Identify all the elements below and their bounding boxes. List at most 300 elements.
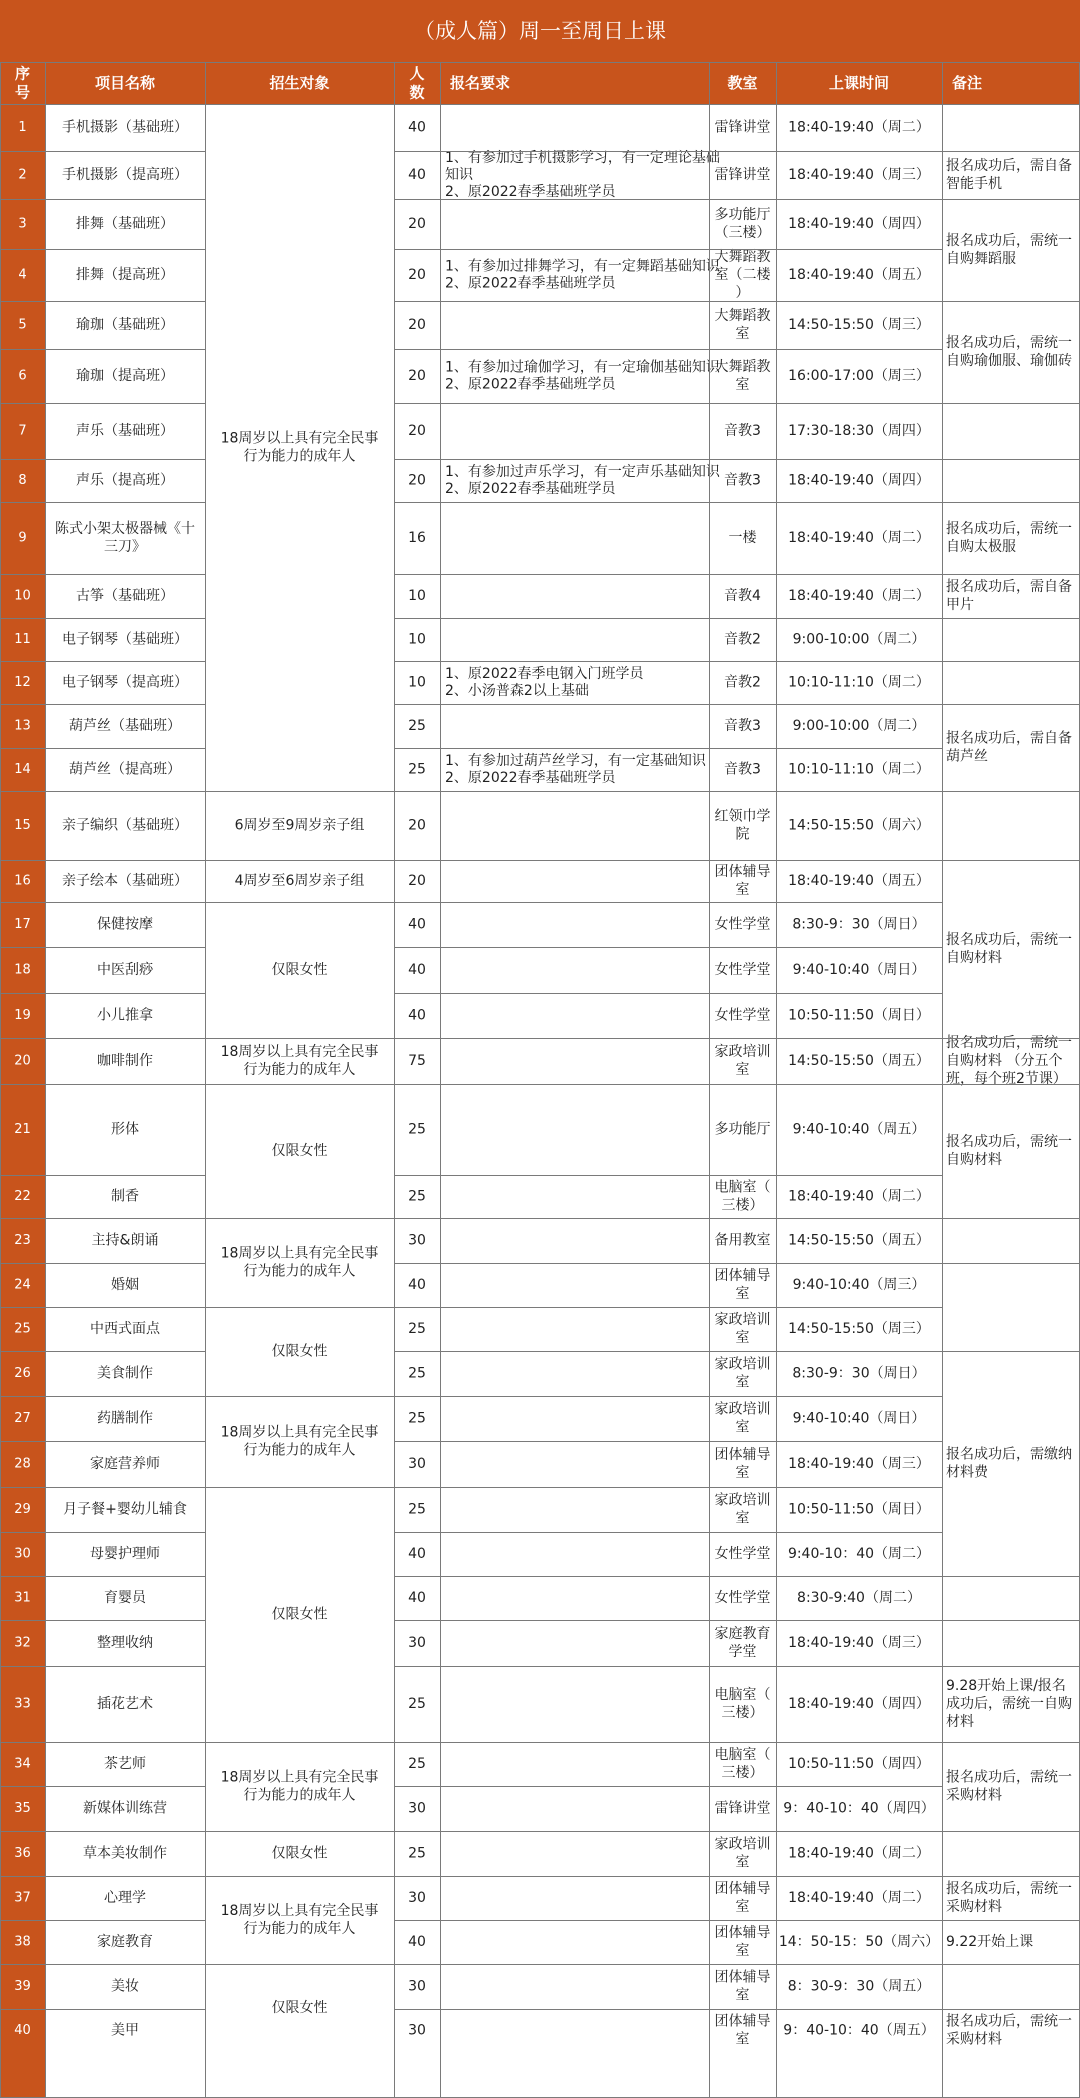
class-time: 16:00-17:00（周三） (788, 368, 930, 384)
row-index: 28 (14, 1456, 31, 1472)
enrollment-count: 10 (408, 588, 426, 604)
class-time: 9:40-10:40（周日） (792, 1410, 926, 1427)
course-name: 中医刮痧 (97, 962, 153, 978)
row-index: 1 (18, 120, 27, 135)
class-time: 14:50-15:50（周五） (788, 1053, 930, 1069)
classroom: 女性学堂 (714, 962, 771, 978)
remark: 报名成功后，需统一 (946, 1035, 1072, 1051)
row-index: 3 (18, 216, 27, 232)
class-time: 14:50-15:50（周三） (788, 1321, 930, 1337)
column-header: 报名要求 (450, 74, 511, 92)
classroom: 雷锋讲堂 (714, 119, 771, 136)
enrollment-count: 30 (408, 1978, 426, 1995)
row-index: 29 (14, 1502, 31, 1517)
course-name: 电子钢琴（基础班） (62, 631, 188, 648)
target-group: 4周岁至6周岁亲子组 (234, 873, 365, 889)
row-index: 21 (14, 1122, 31, 1137)
class-time: 14:50-15:50（周六） (788, 817, 930, 834)
enrollment-count: 40 (408, 1590, 426, 1606)
classroom: 家政培训 (714, 1836, 771, 1853)
remark: 自购材料 (946, 1152, 1002, 1168)
classroom: 三楼） (721, 1197, 764, 1214)
target-group: 6周岁至9周岁亲子组 (234, 817, 365, 834)
remark: 报名成功后，需自备 (946, 158, 1072, 174)
enrollment-count: 25 (408, 1321, 426, 1337)
row-index: 7 (18, 423, 27, 439)
enrollment-count: 40 (408, 1546, 426, 1562)
row-index: 32 (14, 1635, 31, 1651)
class-time: 9:40-10:40（周日） (792, 962, 926, 978)
classroom: 室 (735, 1854, 750, 1871)
requirement-text: 2、原2022春季基础班学员 (445, 275, 616, 292)
remark: 成功后，需统一自购 (946, 1696, 1072, 1712)
class-time: 9:00-10:00（周二） (792, 718, 926, 734)
enrollment-count: 30 (408, 1800, 426, 1817)
classroom: 一楼 (728, 530, 757, 546)
row-index: 39 (14, 1979, 31, 1994)
requirement-text: 2、原2022春季基础班学员 (445, 770, 616, 786)
requirement-text: 2、小汤普森2以上基础 (445, 683, 589, 699)
class-time: 9：40-10：40（周五） (783, 2022, 935, 2039)
class-time: 18:40-19:40（周三） (788, 167, 930, 183)
remark: 材料费 (946, 1464, 988, 1481)
class-time: 10:10-11:10（周二） (788, 674, 930, 691)
enrollment-count: 40 (408, 167, 426, 183)
enrollment-count: 30 (408, 1890, 426, 1906)
course-name: 葫芦丝（基础班） (69, 718, 181, 734)
classroom: 音教2 (724, 674, 761, 691)
classroom: 女性学堂 (714, 1007, 771, 1024)
enrollment-count: 16 (408, 530, 426, 546)
classroom: 家政培训 (714, 1492, 771, 1509)
classroom: 室 (735, 1899, 750, 1915)
classroom: 学堂 (728, 1644, 757, 1660)
classroom: 女性学堂 (714, 1546, 771, 1562)
course-name: 新媒体训练营 (83, 1800, 167, 1817)
classroom: 大舞蹈教 (714, 359, 771, 375)
row-index: 20 (14, 1053, 31, 1069)
class-time: 9：40-10：40（周四） (783, 1800, 935, 1817)
class-time: 14:50-15:50（周五） (788, 1232, 930, 1249)
enrollment-count: 30 (408, 1635, 426, 1651)
remark: 自购瑜伽服、瑜伽砖 (946, 353, 1072, 369)
row-index: 33 (14, 1696, 31, 1712)
row-index: 17 (14, 917, 31, 932)
course-name: 形体 (111, 1121, 139, 1138)
course-name: 整理收纳 (97, 1635, 153, 1651)
classroom: 室 (735, 1465, 750, 1481)
target-group: 行为能力的成年人 (243, 1442, 356, 1459)
class-time: 9:00-10:00（周二） (792, 631, 926, 648)
class-time: 18:40-19:40（周四） (788, 1696, 930, 1712)
classroom: 室 (735, 1286, 750, 1302)
course-name: 手机摄影（提高班） (62, 167, 188, 183)
page-title: （成人篇）周一至周日上课 (414, 19, 666, 43)
enrollment-count: 25 (408, 1756, 426, 1772)
remark: 采购材料 (946, 1899, 1002, 1915)
enrollment-count: 25 (408, 1365, 426, 1382)
row-index: 26 (14, 1366, 31, 1381)
target-group: 仅限女性 (271, 2000, 328, 2016)
classroom: 院 (735, 826, 750, 843)
requirement-text: 知识 (445, 167, 473, 183)
class-time: 18:40-19:40（周二） (788, 530, 930, 546)
enrollment-count: 10 (408, 631, 426, 648)
classroom: 室 (735, 326, 750, 342)
row-index: 34 (14, 1756, 31, 1772)
enrollment-count: 25 (408, 1410, 426, 1427)
remark: 报名成功后，需统一 (946, 932, 1072, 948)
classroom: 多功能厅 (714, 207, 771, 223)
enrollment-count: 75 (408, 1053, 426, 1069)
column-header: 教室 (727, 74, 758, 92)
class-time: 8：30-9：30（周五） (787, 1978, 931, 1995)
classroom: 团体辅导 (714, 2013, 771, 2030)
target-group: 行为能力的成年人 (243, 1263, 356, 1280)
row-index: 24 (14, 1277, 31, 1293)
course-name: 美食制作 (97, 1365, 153, 1382)
course-name: 药膳制作 (97, 1410, 153, 1427)
column-header: 招生对象 (269, 74, 330, 92)
enrollment-count: 20 (408, 423, 426, 439)
column-header: 序 (14, 64, 31, 83)
target-group: 行为能力的成年人 (243, 1921, 356, 1937)
class-time: 18:40-19:40（周二） (788, 119, 930, 136)
course-name: 心理学 (104, 1890, 146, 1906)
enrollment-count: 25 (408, 1501, 426, 1518)
requirement-text: 2、原2022春季基础班学员 (445, 184, 616, 200)
requirement-text: 1、有参加过瑜伽学习，有一定瑜伽基础知识 (445, 359, 720, 376)
row-index: 25 (14, 1321, 31, 1337)
remark: 报名成功后，需自备 (946, 579, 1072, 595)
class-time: 18:40-19:40（周二） (788, 588, 930, 604)
classroom: 音教4 (724, 588, 761, 604)
classroom: 室 (735, 377, 750, 393)
target-group: 18周岁以上具有完全民事 (220, 430, 379, 447)
classroom: 团体辅导 (714, 864, 771, 880)
class-time: 18:40-19:40（周三） (788, 1456, 930, 1472)
course-name: 育婴员 (104, 1590, 146, 1606)
requirement-text: 2、原2022春季基础班学员 (445, 481, 616, 497)
classroom: 室 (735, 1330, 750, 1346)
enrollment-count: 20 (408, 267, 426, 283)
classroom: 雷锋讲堂 (714, 167, 771, 183)
classroom: 室 (735, 1374, 750, 1391)
row-index: 9 (18, 530, 27, 546)
remark: 甲片 (946, 597, 974, 613)
classroom: 团体辅导 (714, 1969, 771, 1986)
enrollment-count: 25 (408, 1188, 426, 1205)
row-index: 12 (14, 675, 31, 690)
target-group: 18周岁以上具有完全民事 (220, 1044, 379, 1060)
classroom: 电脑室（ (714, 1179, 771, 1196)
classroom: 电脑室（ (714, 1747, 771, 1763)
remark: 报名成功后，需自备 (946, 730, 1072, 747)
enrollment-count: 40 (408, 1007, 426, 1024)
class-time: 10:50-11:50（周日） (788, 1501, 930, 1518)
remark: 葫芦丝 (946, 748, 988, 765)
enrollment-count: 30 (408, 2022, 426, 2039)
target-group: 18周岁以上具有完全民事 (220, 1424, 379, 1441)
row-index: 22 (14, 1189, 31, 1204)
target-group: 仅限女性 (271, 1845, 328, 1862)
row-index: 30 (14, 1546, 31, 1562)
row-index: 13 (14, 718, 31, 734)
course-name: 三刀》 (104, 539, 146, 555)
course-name: 排舞（提高班） (76, 267, 174, 283)
classroom: 室 (735, 882, 750, 898)
enrollment-count: 40 (408, 916, 426, 933)
course-name: 中西式面点 (90, 1321, 160, 1337)
remark: 报名成功后，需统一 (946, 1881, 1072, 1897)
classroom: 大舞蹈教 (714, 308, 771, 324)
course-name: 瑜珈（基础班） (76, 317, 174, 333)
classroom: 室 (735, 1062, 750, 1078)
classroom: 室 (735, 2031, 750, 2048)
row-index: 8 (18, 473, 27, 488)
remark: 自购材料 (946, 950, 1002, 966)
classroom: 三楼） (721, 1705, 764, 1721)
column-header: 数 (409, 83, 425, 102)
remark: 报名成功后，需统一 (946, 335, 1072, 351)
target-group: 仅限女性 (271, 1606, 328, 1623)
requirement-text: 1、原2022春季电钢入门班学员 (445, 666, 644, 682)
class-time: 18:40-19:40（周四） (788, 216, 930, 232)
target-group: 仅限女性 (271, 1343, 328, 1360)
course-name: 保健按摩 (97, 916, 153, 933)
row-index: 37 (14, 1890, 31, 1906)
classroom: 家政培训 (714, 1356, 771, 1373)
remark: 采购材料 (946, 2031, 1002, 2048)
remark: 报名成功后，需统一 (946, 233, 1072, 249)
target-group: 行为能力的成年人 (243, 1062, 356, 1078)
course-name: 婚姻 (111, 1277, 139, 1293)
enrollment-count: 20 (408, 317, 426, 333)
enrollment-count: 40 (408, 1277, 426, 1293)
classroom: 室 (735, 1943, 750, 1959)
classroom: （三楼） (714, 225, 771, 241)
target-group: 行为能力的成年人 (243, 448, 356, 465)
class-time: 10:50-11:50（周四） (788, 1756, 930, 1772)
classroom: 女性学堂 (714, 1590, 771, 1606)
class-time: 17:30-18:30（周四） (788, 423, 930, 439)
class-time: 8:30-9:40（周二） (797, 1590, 921, 1606)
classroom: 室 (735, 1510, 750, 1527)
enrollment-count: 10 (408, 674, 426, 691)
requirement-text: 1、有参加过手机摄影学习，有一定理论基础 (445, 150, 720, 166)
classroom: 大舞蹈教 (714, 249, 771, 265)
column-header: 项目名称 (94, 74, 156, 92)
remark: 自购太极服 (946, 539, 1016, 555)
column-header: 备注 (952, 74, 983, 92)
row-index: 18 (14, 962, 31, 978)
column-header: 号 (14, 83, 31, 102)
target-group: 仅限女性 (271, 1143, 328, 1159)
course-name: 手机摄影（基础班） (62, 119, 188, 136)
classroom: 音教3 (724, 761, 761, 778)
class-time: 9:40-10：40（周二） (787, 1546, 931, 1562)
class-time: 14：50-15：50（周六） (778, 1934, 940, 1950)
class-time: 14:50-15:50（周三） (788, 317, 930, 333)
enrollment-count: 25 (408, 1696, 426, 1712)
row-index: 6 (18, 368, 27, 384)
enrollment-count: 30 (408, 1232, 426, 1249)
class-time: 10:50-11:50（周日） (788, 1007, 930, 1024)
remark: 报名成功后，需统一 (946, 1134, 1072, 1150)
course-name: 家庭教育 (97, 1934, 153, 1950)
class-time: 8:30-9：30（周日） (792, 1365, 926, 1382)
enrollment-count: 20 (408, 216, 426, 232)
row-index: 27 (14, 1411, 31, 1426)
requirement-text: 1、有参加过排舞学习，有一定舞蹈基础知识 (445, 258, 720, 275)
row-index: 19 (14, 1008, 31, 1023)
remark: 9.22开始上课 (946, 1934, 1034, 1950)
row-index: 40 (14, 2023, 31, 2038)
classroom: 家政培训 (714, 1312, 771, 1328)
enrollment-count: 20 (408, 472, 426, 489)
remark: 报名成功后，需缴纳 (946, 1446, 1072, 1463)
requirement-text: 1、有参加过葫芦丝学习，有一定基础知识 (445, 753, 706, 769)
enrollment-count: 25 (408, 718, 426, 734)
classroom: 家政培训 (714, 1044, 771, 1060)
row-index: 2 (18, 167, 27, 183)
classroom: 家庭教育 (714, 1626, 771, 1642)
class-time: 18:40-19:40（周二） (788, 1188, 930, 1205)
course-name: 电子钢琴（提高班） (62, 674, 188, 691)
enrollment-count: 25 (408, 1121, 426, 1138)
course-name: 声乐（基础班） (76, 423, 174, 439)
classroom: 室 (735, 1419, 750, 1436)
classroom: 多功能厅 (714, 1121, 771, 1138)
row-index: 35 (14, 1801, 31, 1816)
row-index: 15 (14, 818, 31, 833)
target-group: 行为能力的成年人 (243, 1787, 356, 1804)
course-name: 制香 (111, 1188, 139, 1205)
target-group: 仅限女性 (271, 962, 328, 978)
remark: 报名成功后，需统一 (946, 2013, 1072, 2030)
course-name: 美妆 (111, 1978, 139, 1995)
requirement-text: 1、有参加过声乐学习，有一定声乐基础知识 (445, 464, 720, 480)
course-name: 亲子绘本（基础班） (62, 873, 188, 889)
classroom: ） (735, 285, 750, 301)
classroom: 团体辅导 (714, 1268, 771, 1284)
class-time: 9:40-10:40（周五） (792, 1121, 926, 1138)
course-name: 插花艺术 (97, 1696, 153, 1712)
enrollment-count: 25 (408, 761, 426, 778)
row-index: 38 (14, 1934, 31, 1950)
course-name: 声乐（提高班） (76, 472, 174, 489)
enrollment-count: 20 (408, 368, 426, 384)
classroom: 电脑室（ (714, 1687, 771, 1703)
row-index: 5 (18, 317, 27, 333)
class-time: 18:40-19:40（周五） (788, 873, 930, 889)
column-header: 上课时间 (828, 74, 890, 92)
enrollment-count: 30 (408, 1456, 426, 1472)
course-name: 茶艺师 (104, 1756, 146, 1772)
class-time: 18:40-19:40（周五） (788, 267, 930, 283)
remark: 9.28开始上课/报名 (946, 1678, 1066, 1694)
class-time: 9:40-10:40（周三） (792, 1277, 926, 1293)
row-index: 23 (14, 1233, 31, 1248)
remark: 智能手机 (946, 176, 1002, 192)
row-index: 10 (14, 588, 31, 604)
remark: 自购材料 （分五个 (946, 1053, 1063, 1069)
course-name: 亲子编织（基础班） (62, 817, 188, 834)
row-index: 31 (14, 1590, 31, 1606)
target-group: 18周岁以上具有完全民事 (220, 1903, 379, 1919)
remark: 报名成功后，需统一 (946, 521, 1072, 537)
classroom: 雷锋讲堂 (714, 1800, 771, 1817)
course-name: 美甲 (111, 2022, 139, 2039)
class-time: 8:30-9：30（周日） (792, 916, 926, 933)
course-name: 古筝（基础班） (76, 588, 174, 604)
enrollment-count: 40 (408, 962, 426, 978)
class-time: 18:40-19:40（周四） (788, 472, 930, 489)
classroom: 室 (735, 1987, 750, 2004)
row-index: 16 (14, 873, 31, 889)
course-name: 小儿推拿 (97, 1007, 153, 1024)
classroom: 团体辅导 (714, 1447, 771, 1463)
course-name: 排舞（基础班） (76, 216, 174, 232)
classroom: 室（二楼 (714, 267, 771, 283)
course-name: 陈式小架太极器械《十 (55, 521, 195, 537)
table-header-row (0, 62, 1080, 104)
classroom: 家政培训 (714, 1401, 771, 1418)
row-index: 11 (14, 632, 31, 647)
classroom: 团体辅导 (714, 1881, 771, 1897)
class-time: 18:40-19:40（周二） (788, 1890, 930, 1906)
class-time: 10:10-11:10（周二） (788, 761, 930, 778)
remark: 报名成功后，需统一 (946, 1769, 1072, 1786)
enrollment-count: 40 (408, 1934, 426, 1950)
row-index: 36 (14, 1846, 31, 1861)
column-header: 人 (409, 64, 425, 83)
remark: 材料 (946, 1714, 974, 1730)
class-time: 18:40-19:40（周二） (788, 1845, 930, 1862)
row-index: 4 (18, 267, 27, 283)
remark: 自购舞蹈服 (946, 251, 1016, 267)
course-name: 瑜珈（提高班） (76, 368, 174, 384)
target-group: 18周岁以上具有完全民事 (220, 1769, 379, 1786)
classroom: 音教3 (724, 423, 761, 439)
course-name: 草本美妆制作 (83, 1845, 167, 1862)
course-name: 主持&朗诵 (91, 1232, 159, 1249)
classroom: 备用教室 (714, 1232, 771, 1249)
enrollment-count: 20 (408, 817, 426, 834)
class-time: 18:40-19:40（周三） (788, 1635, 930, 1651)
course-name: 母婴护理师 (90, 1546, 160, 1562)
classroom: 红领巾学 (714, 808, 771, 825)
classroom: 三楼） (721, 1765, 764, 1781)
enrollment-count: 40 (408, 119, 426, 136)
classroom: 音教3 (724, 472, 761, 489)
row-index: 14 (14, 762, 31, 777)
classroom: 音教3 (724, 718, 761, 734)
course-name: 咖啡制作 (97, 1053, 153, 1069)
requirement-text: 2、原2022春季基础班学员 (445, 376, 616, 393)
classroom: 女性学堂 (714, 916, 771, 933)
classroom: 音教2 (724, 631, 761, 648)
remark: 班，每个班2节课） (946, 1071, 1067, 1087)
course-name: 月子餐+婴幼儿辅食 (63, 1501, 187, 1518)
course-name: 家庭营养师 (90, 1456, 160, 1472)
enrollment-count: 25 (408, 1845, 426, 1862)
target-group: 18周岁以上具有完全民事 (220, 1245, 379, 1262)
enrollment-count: 20 (408, 873, 426, 889)
remark: 采购材料 (946, 1787, 1002, 1804)
classroom: 团体辅导 (714, 1925, 771, 1941)
course-name: 葫芦丝（提高班） (69, 761, 181, 778)
